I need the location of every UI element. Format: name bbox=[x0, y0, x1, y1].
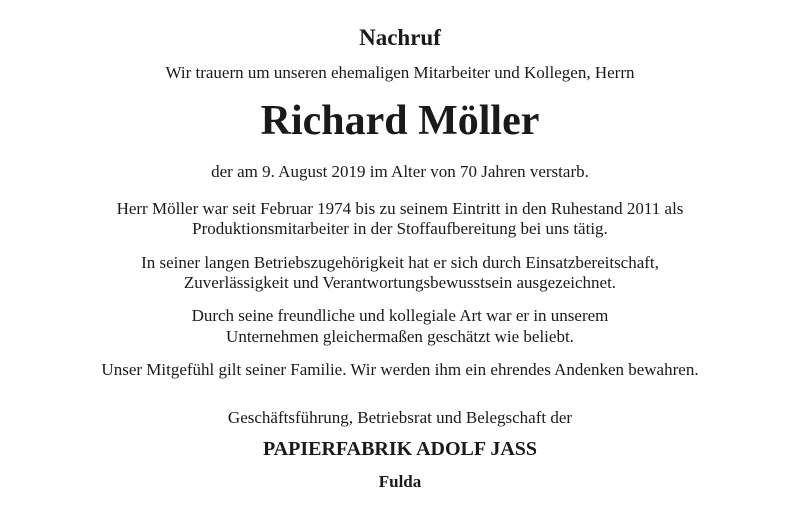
paragraph-line: Unternehmen gleichermaßen geschätzt wie beliebt. bbox=[226, 327, 574, 346]
paragraph-line: Zuverlässigkeit und Verantwortungsbewusstsein ausgezeichnet. bbox=[183, 273, 617, 292]
paragraph-line: In seiner langen Betriebszugehörigkeit hat er sich durch Einsatzbereitschaft, bbox=[141, 253, 659, 272]
paragraph-line: Produktionsmitarbeiter in der Stoffaufbereitung bei uns tätig. bbox=[192, 219, 608, 238]
company-name: PAPIERFABRIK ADOLF JASS bbox=[262, 438, 538, 460]
death-date-text: der am 9. August 2019 im Alter von 70 Jahren verstarb. bbox=[211, 162, 589, 181]
deceased-name: Richard Möller bbox=[260, 98, 540, 144]
company-city: Fulda bbox=[378, 472, 422, 491]
signatories-text: Geschäftsführung, Betriebsrat und Belegschaft der bbox=[227, 408, 573, 427]
notice-heading: Nachruf bbox=[359, 25, 441, 50]
paragraph-line: Durch seine freundliche und kollegiale Art war er in unserem bbox=[191, 306, 609, 325]
paragraph-line: Unser Mitgefühl gilt seiner Familie. Wir werden ihm ein ehrendes Andenken bewahren. bbox=[101, 360, 699, 379]
intro-text: Wir trauern um unseren ehemaligen Mitarbeiter und Kollegen, Herrn bbox=[165, 63, 635, 82]
paragraph-line: Herr Möller war seit Februar 1974 bis zu seinem Eintritt in den Ruhestand 2011 als bbox=[116, 199, 684, 218]
